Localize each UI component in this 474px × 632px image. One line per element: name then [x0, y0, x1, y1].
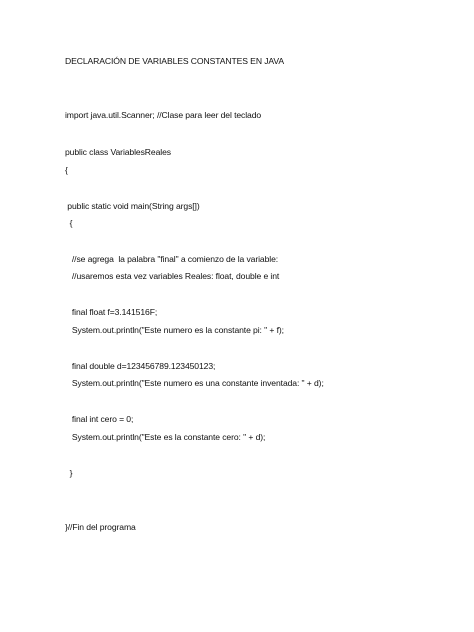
code-line-main-close-brace: }: [65, 468, 73, 478]
code-line-import: import java.util.Scanner; //Clase para leer del teclado: [65, 110, 262, 120]
code-line-int-decl: final int cero = 0;: [65, 414, 134, 424]
code-line-main-method: public static void main(String args[]): [65, 201, 200, 211]
code-line-class-declaration: public class VariablesReales: [65, 147, 171, 157]
code-line-comment-types: //usaremos esta vez variables Reales: float, double e int: [65, 271, 280, 281]
code-line-main-open-brace: {: [65, 218, 73, 228]
code-line-comment-final: //se agrega la palabra "final" a comienzo de la variable:: [65, 254, 279, 264]
code-line-print-pi: System.out.println("Este numero es la constante pi: " + f);: [65, 325, 284, 335]
code-line-class-open-brace: {: [65, 165, 68, 175]
code-line-end-program: }//Fin del programa: [65, 522, 136, 532]
code-line-print-zero: System.out.println("Este es la constante cero: " + d);: [65, 432, 266, 442]
document-title: DECLARACIÓN DE VARIABLES CONSTANTES EN JAVA: [65, 56, 285, 66]
code-line-double-decl: final double d=123456789.123450123;: [65, 361, 216, 371]
code-line-float-decl: final float f=3.141516F;: [65, 307, 158, 317]
code-line-print-invented: System.out.println("Este numero es una constante inventada: " + d);: [65, 378, 324, 388]
